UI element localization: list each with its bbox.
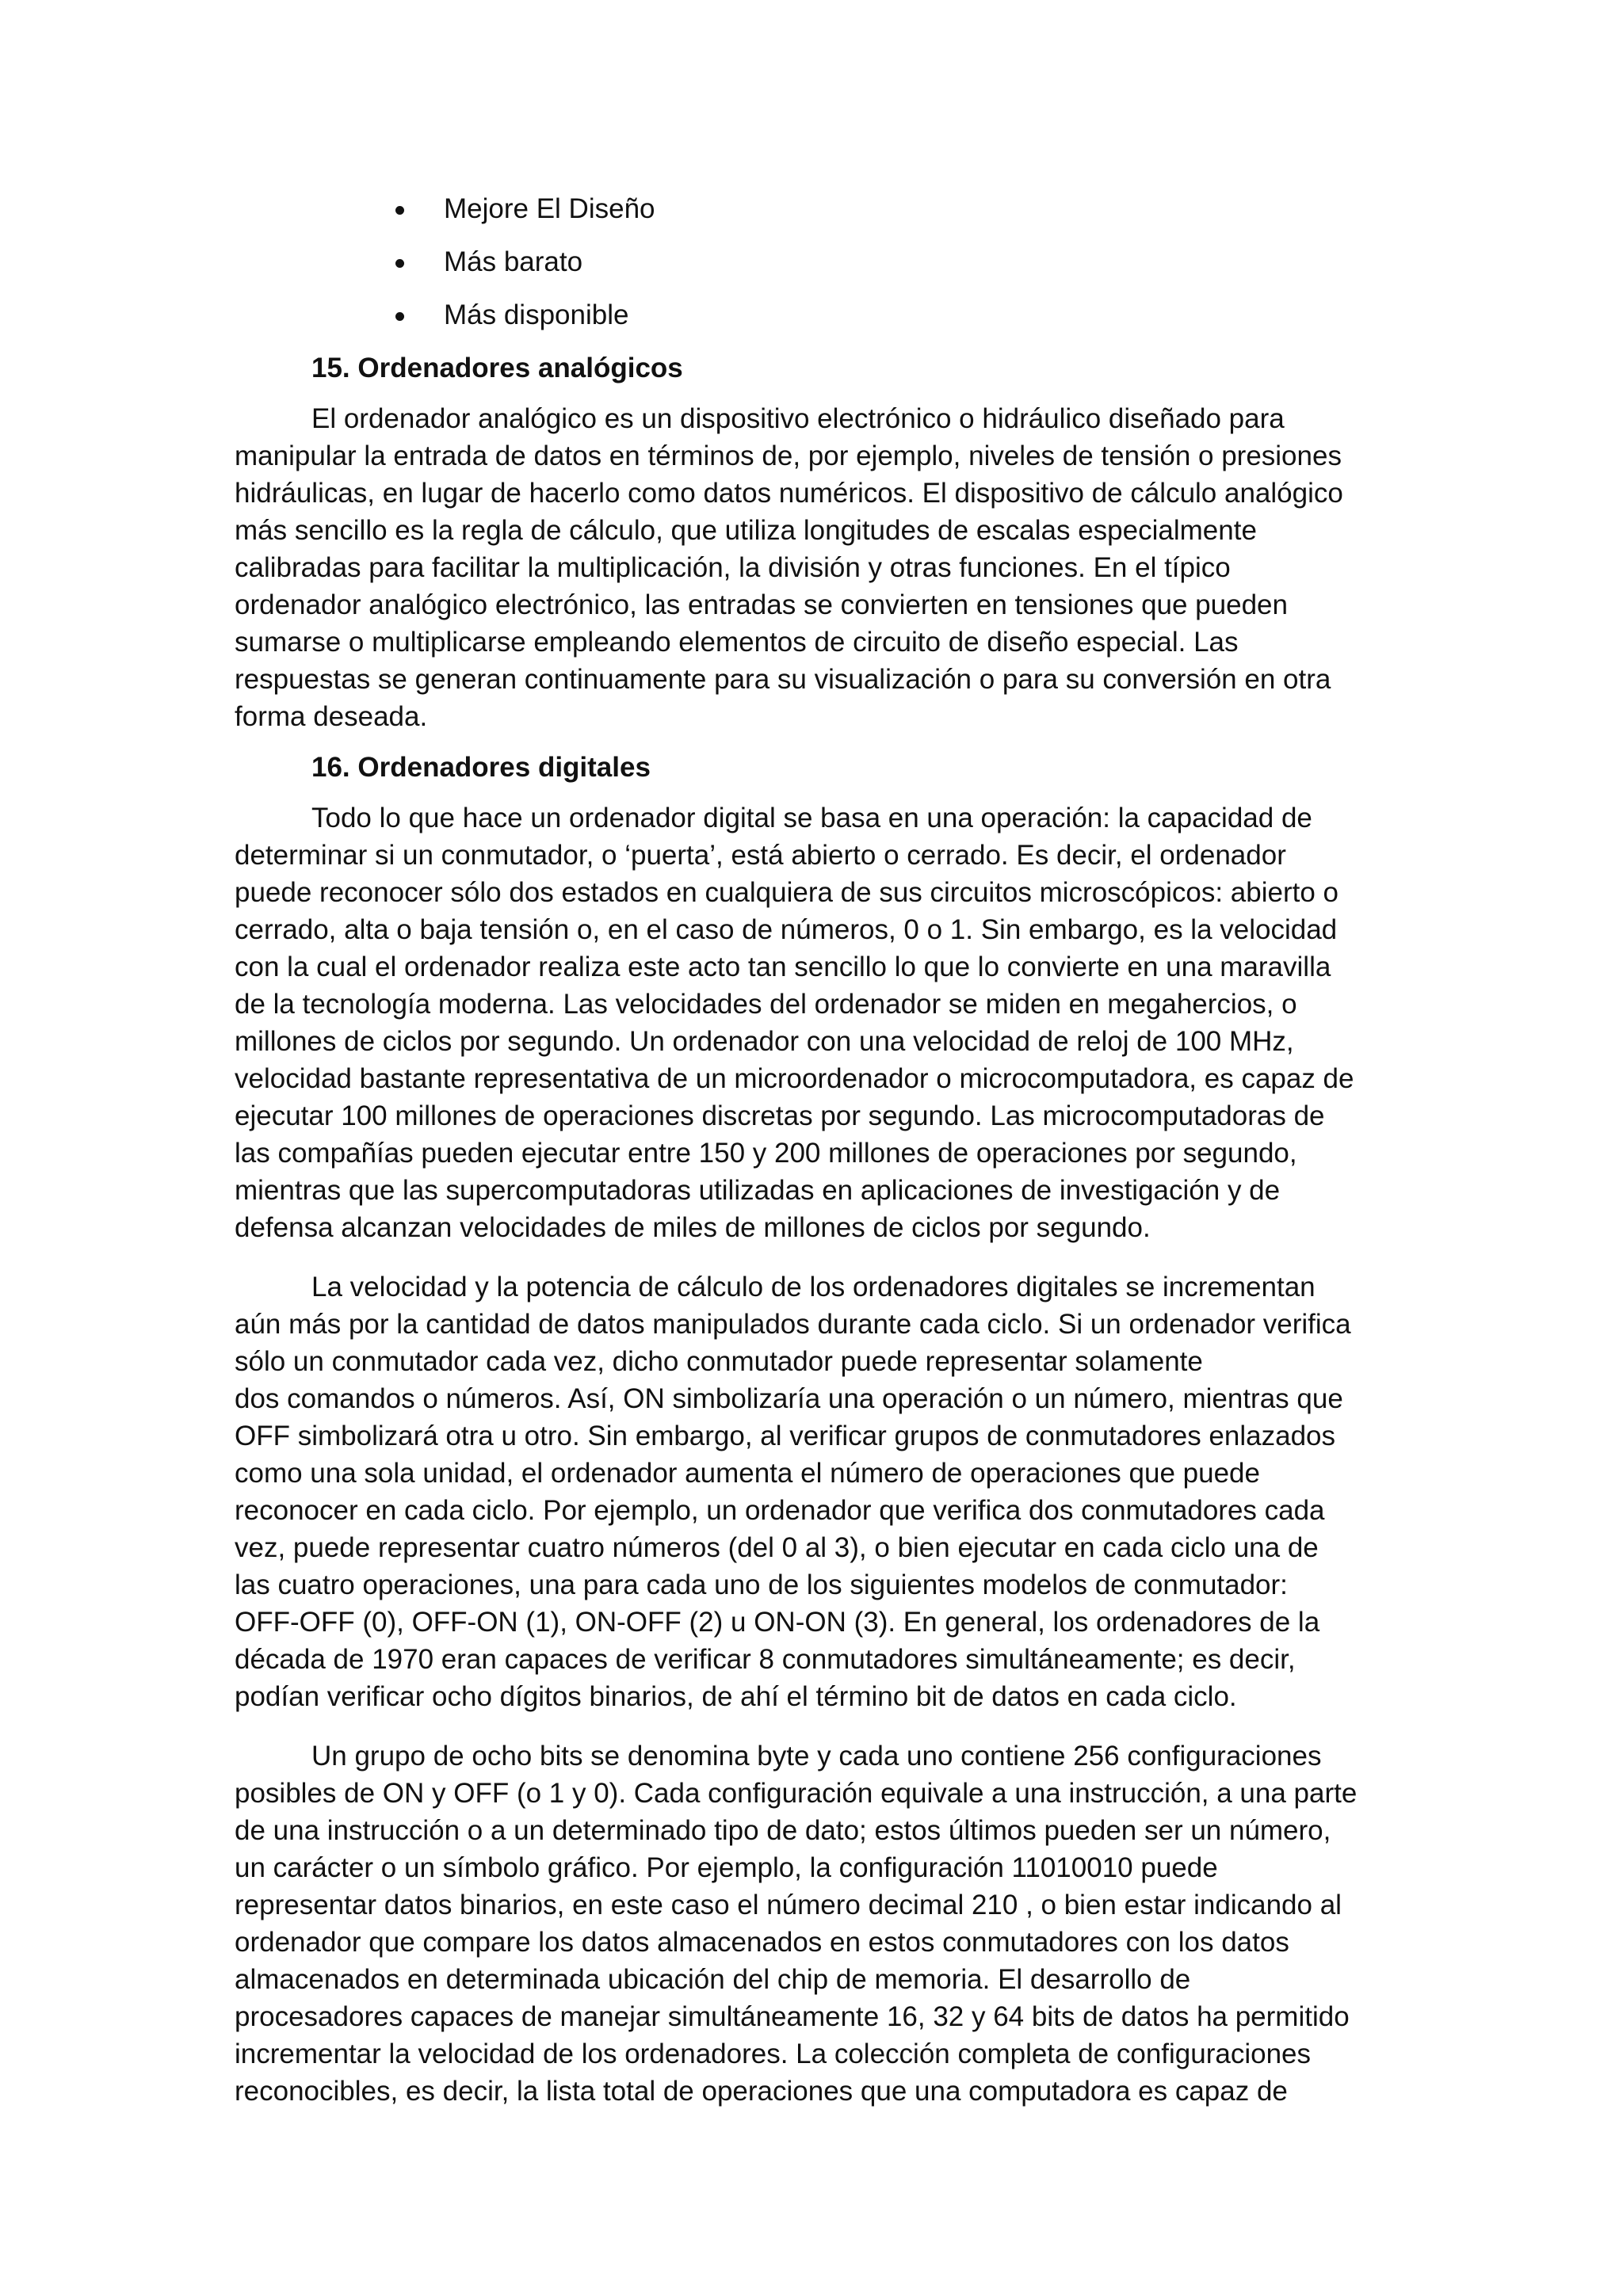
paragraph-digital-2: La velocidad y la potencia de cálculo de los ordenadores digitales se incrementan aún más por la cantidad de datos manipulados durante cada ciclo. Si un ordenador verifica sólo un conmutador cada vez, dicho conmutador puede representar solamente dos comandos o números. Así, ON simbolizaría una operación o un número, mientras que OFF simbolizará otra u otro. Sin embargo, al verificar grupos de conmutadores enlazados como una sola unidad, el ordenador aumenta el número de operaciones que puede reconocer en cada ciclo. Por ejemplo, un ordenador que verifica dos conmutadores cada vez, puede representar cuatro números (del 0 al 3), o bien ejecutar en cada ciclo una de las cuatro operaciones, una para cada uno de los siguientes modelos de conmutador: OFF-OFF (0), OFF-ON (1), ON-OFF (2) u ON-ON (3). En general, los ordenadores de la década de 1970 eran capaces de verificar 8 conmutadores simultáneamente; es decir, podían verificar ocho dígitos binarios, de ahí el término bit de datos en cada ciclo. [235, 1272, 1351, 1712]
bullet-list [235, 190, 1407, 334]
bullet-icon [395, 259, 404, 268]
bullet-item [235, 190, 1407, 227]
section-heading-analog: 15. Ordenadores analógicos [311, 353, 683, 383]
paragraph-digital-1: Todo lo que hace un ordenador digital se basa en una operación: la capacidad de determinar si un conmutador, o ‘puerta’, está abierto o cerrado. Es decir, el ordenador puede reconocer sólo dos estados en cualquiera de sus circuitos microscópicos: abierto o cerrado, alta o baja tensión o, en el caso de números, 0 o 1. Sin embargo, es la velocidad con la cual el ordenador realiza este acto tan sencillo lo que lo convierte en una maravilla de la tecnología moderna. Las velocidades del ordenador se miden en megahercios, o millones de ciclos por segundo. Un ordenador con una velocidad de reloj de 100 MHz, velocidad bastante representativa de un microordenador o microcomputadora, es capaz de ejecutar 100 millones de operaciones discretas por segundo. Las microcomputadoras de las compañías pueden ejecutar entre 150 y 200 millones de operaciones por segundo, mientras que las supercomputadoras utilizadas en aplicaciones de investigación y de defensa alcanzan velocidades de miles de millones de ciclos por segundo. [235, 803, 1354, 1243]
paragraph-analog: El ordenador analógico es un dispositivo electrónico o hidráulico diseñado para manipular la entrada de datos en términos de, por ejemplo, niveles de tensión o presiones hidráulicas, en lugar de hacerlo como datos numéricos. El dispositivo de cálculo analógico más sencillo es la regla de cálculo, que utiliza longitudes de escalas especialmente calibradas para facilitar la multiplicación, la división y otras funciones. En el típico ordenador analógico electrónico, las entradas se convierten en tensiones que pueden sumarse o multiplicarse empleando elementos de circuito de diseño especial. Las respuestas se generan continuamente para su visualización o para su conversión en otra forma deseada. [235, 403, 1343, 732]
bullet-text: Mejore El Diseño [444, 193, 655, 224]
bullet-item [235, 296, 1407, 334]
paragraph-digital-3: Un grupo de ocho bits se denomina byte y cada uno contiene 256 configuraciones posibles de ON y OFF (o 1 y 0). Cada configuración equivale a una instrucción, a una parte de una instrucción o a un determinado tipo de dato; estos últimos pueden ser un número, un carácter o un símbolo gráfico. Por ejemplo, la configuración 11010010 puede representar datos binarios, en este caso el número decimal 210 , o bien estar indicando al ordenador que compare los datos almacenados en estos conmutadores con los datos almacenados en determinada ubicación del chip de memoria. El desarrollo de procesadores capaces de manejar simultáneamente 16, 32 y 64 bits de datos ha permitido incrementar la velocidad de los ordenadores. La colección completa de configuraciones reconocibles, es decir, la lista total de operaciones que una computadora es capaz de [235, 1741, 1358, 2107]
bullet-icon [395, 312, 404, 321]
bullet-item [235, 243, 1407, 280]
bullet-icon [395, 206, 404, 215]
bullet-text: Más barato [444, 246, 583, 277]
section-heading-digital: 16. Ordenadores digitales [311, 752, 651, 783]
document-content [235, 190, 1407, 2123]
bullet-text: Más disponible [444, 299, 629, 330]
